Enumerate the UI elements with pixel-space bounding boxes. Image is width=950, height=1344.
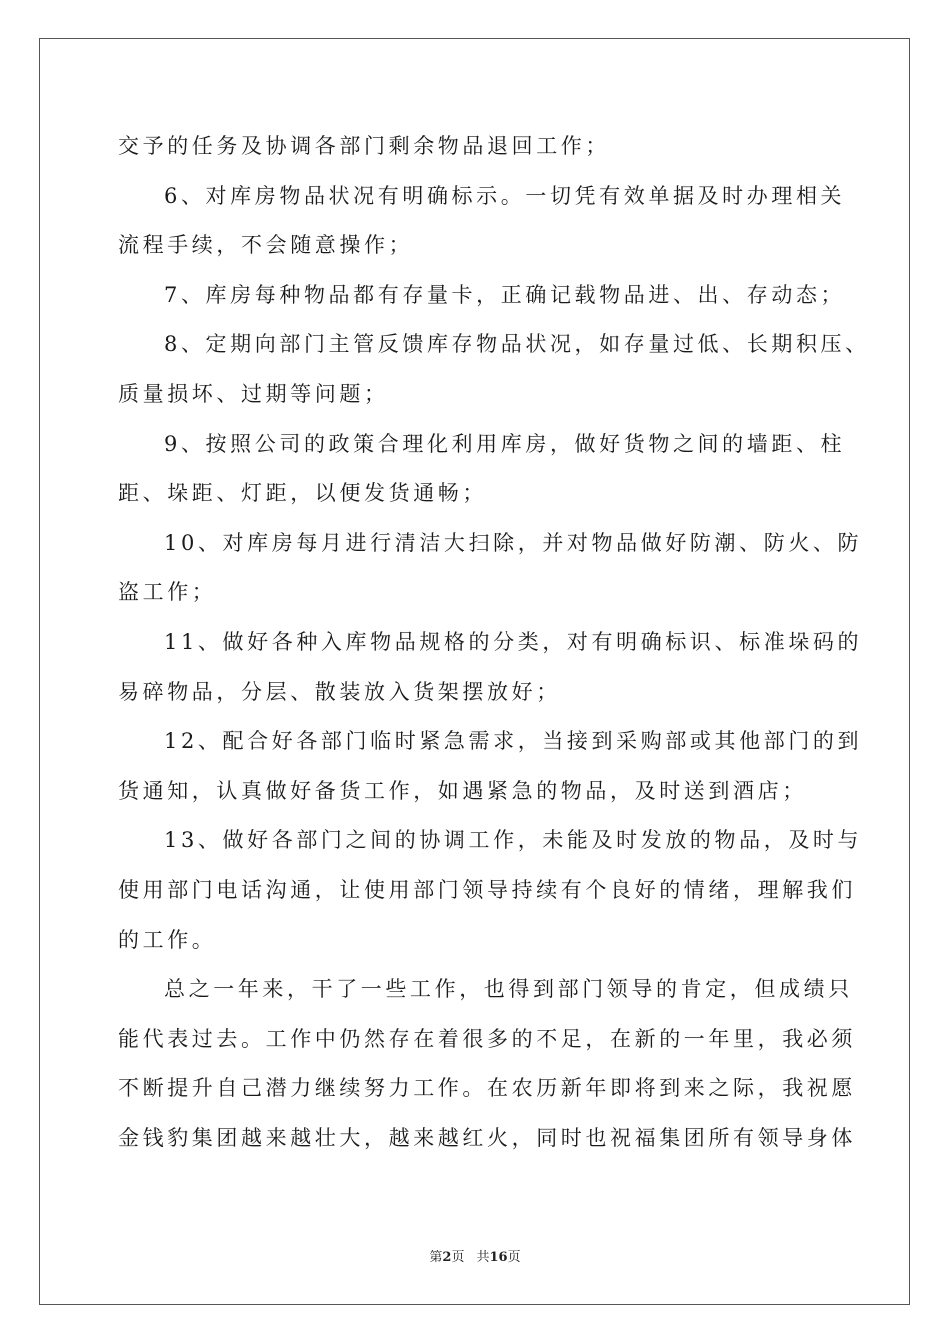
text-line: 7、库房每种物品都有存量卡，正确记载物品进、出、存动态； [164, 282, 846, 307]
total-unit: 页 [507, 1250, 521, 1265]
page-footer [0, 1246, 950, 1265]
text-line: 货通知，认真做好备货工作，如遇紧急的物品，及时送到酒店； [118, 778, 807, 803]
text-line: 距、垛距、灯距，以便发货通畅； [118, 481, 487, 506]
text-line: 9、按照公司的政策合理化利用库房，做好货物之间的墙距、柱 [164, 431, 846, 456]
text-line: 6、对库房物品状况有明确标示。一切凭有效单据及时办理相关 [164, 183, 846, 208]
text-line: 的工作。 [118, 927, 217, 952]
page-prefix: 第 [429, 1250, 443, 1265]
text-line: 总之一年来，干了一些工作，也得到部门领导的肯定，但成绩只 [164, 977, 853, 1002]
text-line: 金钱豹集团越来越壮大，越来越红火，同时也祝福集团所有领导身体 [118, 1125, 856, 1150]
page-number: 2 [442, 1250, 452, 1265]
total-prefix: 共 [476, 1250, 490, 1265]
text-line: 不断提升自己潜力继续努力工作。在农历新年即将到来之际，我祝愿 [118, 1076, 856, 1101]
text-line: 能代表过去。工作中仍然存在着很多的不足，在新的一年里，我必须 [118, 1026, 856, 1051]
text-line: 10、对库房每月进行清洁大扫除，并对物品做好防潮、防火、防 [164, 530, 863, 555]
total-pages: 16 [489, 1250, 508, 1265]
text-line: 13、做好各部门之间的协调工作，未能及时发放的物品，及时与 [164, 828, 863, 853]
text-line: 盗工作； [118, 580, 217, 605]
text-line: 11、做好各种入库物品规格的分类，对有明确标识、标准垛码的 [164, 629, 863, 654]
document-body [118, 122, 870, 1163]
text-line: 交予的任务及协调各部门剩余物品退回工作； [118, 134, 610, 158]
page-unit: 页 [451, 1250, 465, 1265]
text-line: 质量损坏、过期等问题； [118, 381, 389, 406]
text-line: 流程手续，不会随意操作； [118, 233, 414, 258]
text-line: 8、定期向部门主管反馈库存物品状况，如存量过低、长期积压、 [164, 332, 870, 357]
text-line: 12、配合好各部门临时紧急需求，当接到采购部或其他部门的到 [164, 729, 863, 754]
text-line: 使用部门电话沟通，让使用部门领导持续有个良好的情绪，理解我们 [118, 877, 856, 902]
text-line: 易碎物品，分层、散装放入货架摆放好； [118, 679, 561, 704]
text-block [118, 122, 870, 1163]
